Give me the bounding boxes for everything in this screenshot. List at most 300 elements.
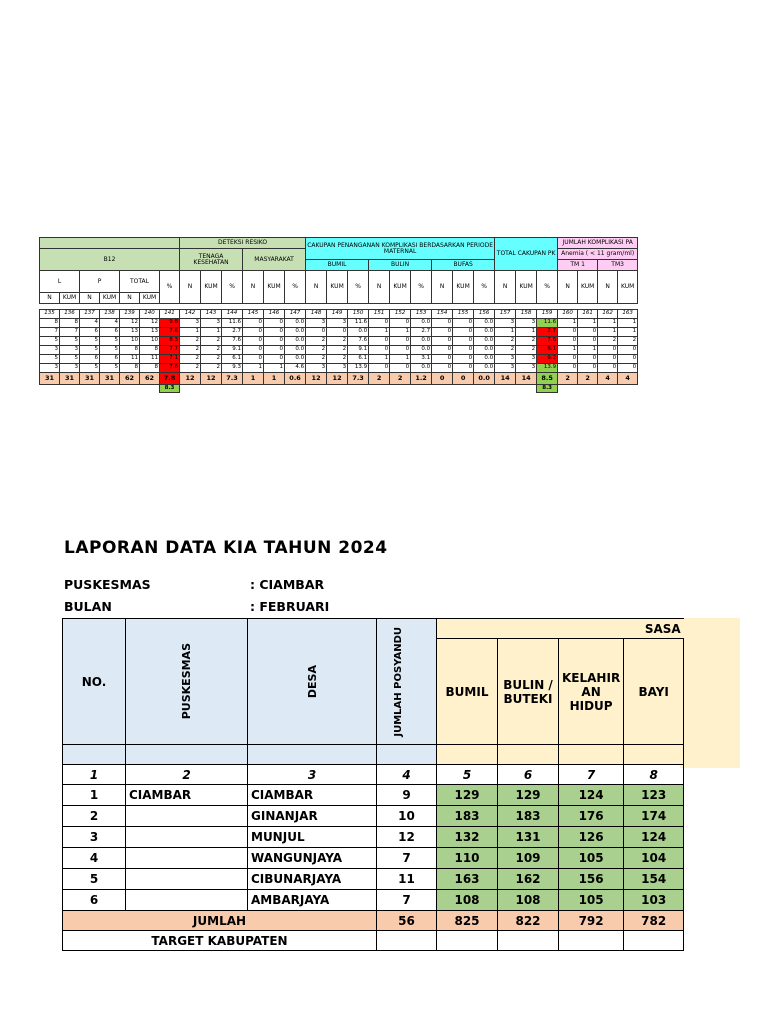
tm1-header: TM 1	[558, 260, 598, 271]
deteksi-header: DETEKSI RESIKO	[180, 238, 306, 249]
sheet-cell: 10	[140, 337, 160, 346]
sheet-cell: 11	[120, 355, 140, 364]
sheet-sum-cell: 7.3	[222, 373, 243, 385]
sheet-cell: 0	[432, 364, 453, 373]
column-index: 6	[498, 765, 559, 785]
column-number: 139	[120, 310, 140, 319]
row-bulin: 183	[498, 806, 559, 827]
column-number: 146	[264, 310, 285, 319]
sheet-cell: 2.7	[537, 328, 558, 337]
l-header: L	[40, 271, 80, 293]
table-row	[63, 848, 684, 869]
jumlah-kelahiran: 792	[559, 911, 624, 931]
header-desa	[248, 619, 377, 745]
table-row	[63, 785, 684, 806]
row-kelahiran: 105	[559, 848, 624, 869]
sheet-cell: 2	[201, 364, 222, 373]
column-number: 159	[537, 310, 558, 319]
sheet-cell: 0	[369, 364, 390, 373]
sheet-cell: 9.1	[222, 346, 243, 355]
summary-sheet-strip	[39, 237, 636, 393]
sheet-cell: 0	[369, 319, 390, 328]
kum-header: KUM	[516, 271, 537, 304]
p-header: P	[80, 271, 120, 293]
sheet-cell: 1	[618, 328, 638, 337]
sheet-cell: 5	[40, 355, 60, 364]
column-index: 2	[126, 765, 248, 785]
sheet-sum-cell: 4	[598, 373, 618, 385]
sheet-cell: 1	[390, 328, 411, 337]
row-puskesmas: CIAMBAR	[126, 785, 248, 806]
row-desa: WANGUNJAYA	[248, 848, 377, 869]
sheet-sum-cell: 31	[100, 373, 120, 385]
sheet-cell: 1	[578, 319, 598, 328]
jumlah-bulin: 822	[498, 911, 559, 931]
column-index: 1	[63, 765, 126, 785]
sheet-cell: 0	[558, 355, 578, 364]
sheet-cell: 0	[243, 328, 264, 337]
sheet-cell: 11.6	[348, 319, 369, 328]
n-header: N	[180, 271, 201, 304]
sheet-cell: 2	[516, 346, 537, 355]
sheet-cell: 6	[80, 328, 100, 337]
sheet-cell: 0.0	[474, 319, 495, 328]
row-posyandu: 11	[377, 869, 437, 890]
row-puskesmas	[126, 827, 248, 848]
sheet-cell: 0.0	[411, 319, 432, 328]
row-no: 1	[63, 785, 126, 806]
row-bulin: 108	[498, 890, 559, 911]
column-index: 4	[377, 765, 437, 785]
column-number: 160	[558, 310, 578, 319]
row-desa: CIBUNARJAYA	[248, 869, 377, 890]
n-header: N	[432, 271, 453, 304]
sheet-cell: 0	[618, 346, 638, 355]
sheet-cell: 3	[495, 319, 516, 328]
sheet-cell: 1	[598, 319, 618, 328]
sheet-cell: 0	[598, 346, 618, 355]
sheet-sum-cell: 14	[516, 373, 537, 385]
row-bayi: 123	[624, 785, 684, 806]
sheet-cell: 13	[120, 328, 140, 337]
sheet-cell: 6.1	[222, 355, 243, 364]
sheet-cell: 9.1	[537, 346, 558, 355]
row-puskesmas	[126, 890, 248, 911]
sheet-cell: 3	[60, 346, 80, 355]
sheet-sum-cell: 12	[180, 373, 201, 385]
sheet-cell: 3	[516, 319, 537, 328]
tm3-header: TM3	[598, 260, 638, 271]
sheet-cell: 3	[495, 355, 516, 364]
n-header: N	[120, 293, 140, 304]
row-bulin: 109	[498, 848, 559, 869]
table-row	[63, 827, 684, 848]
sasaran-header: SASA	[437, 619, 684, 639]
sheet-cell: 2	[495, 346, 516, 355]
sheet-cell: 0	[453, 364, 474, 373]
pct-header: %	[222, 271, 243, 304]
bulin-header: BULIN	[369, 260, 432, 271]
sheet-cell: 2.7	[411, 328, 432, 337]
sheet-cell: 0	[264, 319, 285, 328]
puskesmas-label: PUSKESMAS	[64, 577, 151, 592]
column-number: 143	[201, 310, 222, 319]
sheet-cell: 5	[60, 337, 80, 346]
sheet-sum-cell: 12	[327, 373, 348, 385]
sheet-cell: 0	[578, 355, 598, 364]
column-number: 136	[60, 310, 80, 319]
jumlah-bumil: 825	[437, 911, 498, 931]
sheet-sum-cell: 12	[201, 373, 222, 385]
sheet-cell: 3	[495, 364, 516, 373]
masyarakat-header: MASYARAKAT	[243, 249, 306, 271]
row-desa: AMBARJAYA	[248, 890, 377, 911]
sheet-cell: 12	[120, 319, 140, 328]
sheet-cell: 5	[40, 337, 60, 346]
sheet-cell: 3	[180, 319, 201, 328]
bulan-label: BULAN	[64, 599, 112, 614]
total-cakupan-header: TOTAL CAKUPAN PK	[495, 238, 558, 271]
row-no: 2	[63, 806, 126, 827]
row-no: 5	[63, 869, 126, 890]
sheet-cell: 0	[453, 319, 474, 328]
sheet-cell: 6	[100, 328, 120, 337]
sheet-cell: 0	[264, 355, 285, 364]
sheet-cell: 3	[201, 319, 222, 328]
row-bayi: 104	[624, 848, 684, 869]
kum-header: KUM	[100, 293, 120, 304]
sheet-cell: 7	[40, 328, 60, 337]
sheet-cell: 0	[390, 337, 411, 346]
sheet-cell: 0.0	[474, 328, 495, 337]
column-index: 5	[437, 765, 498, 785]
n-header: N	[369, 271, 390, 304]
row-bumil: 108	[437, 890, 498, 911]
bufas-header: BUFAS	[432, 260, 495, 271]
sheet-cell: 8	[140, 364, 160, 373]
sheet-cell: 1	[516, 328, 537, 337]
sheet-cell: 3	[516, 364, 537, 373]
kum-header: KUM	[327, 271, 348, 304]
sheet-cell: 1	[180, 328, 201, 337]
sheet-cell: 5	[100, 346, 120, 355]
sheet-cell: 2	[306, 337, 327, 346]
sheet-cell: 3	[40, 346, 60, 355]
sheet-cell: 2	[201, 355, 222, 364]
sheet-cell: 3.1	[411, 355, 432, 364]
sheet-cell: 0	[390, 319, 411, 328]
row-bayi: 154	[624, 869, 684, 890]
column-number: 135	[40, 310, 60, 319]
sheet-sum-cell: 7.8	[160, 373, 180, 385]
sheet-cell: 4	[80, 319, 100, 328]
column-index: 8	[624, 765, 684, 785]
sheet-cell: 6	[80, 355, 100, 364]
sheet-cell: 2	[327, 346, 348, 355]
sheet-cell: 2	[516, 337, 537, 346]
sheet-cell: 0	[390, 346, 411, 355]
sheet-cell: 1	[390, 355, 411, 364]
sheet-cell: 2	[598, 337, 618, 346]
sheet-cell: 9.8	[160, 319, 180, 328]
sheet-cell: 1	[558, 346, 578, 355]
sheet-cell: 8	[40, 319, 60, 328]
pct-header: %	[348, 271, 369, 304]
sheet-cell: 0.0	[285, 319, 306, 328]
column-number: 137	[80, 310, 100, 319]
row-kelahiran: 105	[559, 890, 624, 911]
sheet-sum-cell: 8.5	[537, 373, 558, 385]
column-number: 156	[474, 310, 495, 319]
jumlah-komplikasi-header: JUMLAH KOMPLIKASI PA	[558, 238, 638, 249]
sheet-cell: 7	[60, 328, 80, 337]
pk-total-extra: 8.3	[537, 385, 558, 393]
sheet-cell: 0	[243, 319, 264, 328]
column-number: 138	[100, 310, 120, 319]
sheet-cell: 0	[432, 337, 453, 346]
table-row	[63, 869, 684, 890]
column-number: 158	[516, 310, 537, 319]
sheet-cell: 0	[453, 337, 474, 346]
sheet-cell: 1	[618, 319, 638, 328]
kum-header: KUM	[578, 271, 598, 304]
sheet-cell: 10	[120, 337, 140, 346]
column-number: 161	[578, 310, 598, 319]
table-row	[63, 890, 684, 911]
column-number: 141	[160, 310, 180, 319]
sheet-cell: 2	[180, 364, 201, 373]
row-puskesmas	[126, 848, 248, 869]
sheet-sum-cell: 2	[369, 373, 390, 385]
sheet-cell: 0.0	[285, 328, 306, 337]
sheet-cell: 11.6	[222, 319, 243, 328]
sheet-cell: 7.6	[537, 337, 558, 346]
column-number: 153	[411, 310, 432, 319]
kum-header: KUM	[201, 271, 222, 304]
sheet-cell: 1	[369, 355, 390, 364]
sheet-cell: 1	[558, 319, 578, 328]
kum-header: KUM	[390, 271, 411, 304]
sheet-cell: 0	[432, 319, 453, 328]
sheet-cell: 3	[306, 364, 327, 373]
target-label: TARGET KABUPATEN	[63, 931, 377, 951]
sheet-cell: 0	[327, 328, 348, 337]
sheet-cell: 7.6	[348, 337, 369, 346]
sheet-sum-cell: 0.6	[285, 373, 306, 385]
pct-header: %	[160, 271, 180, 304]
sheet-cell: 0	[578, 337, 598, 346]
puskesmas-value: : CIAMBAR	[250, 577, 325, 592]
kum-header: KUM	[453, 271, 474, 304]
sheet-cell: 9.1	[348, 346, 369, 355]
row-posyandu: 7	[377, 890, 437, 911]
row-desa: GINANJAR	[248, 806, 377, 827]
row-desa: MUNJUL	[248, 827, 377, 848]
sheet-cell: 6	[100, 355, 120, 364]
sheet-sum-cell: 31	[60, 373, 80, 385]
sheet-cell: 0	[369, 337, 390, 346]
row-bulin: 162	[498, 869, 559, 890]
sheet-cell: 2	[327, 355, 348, 364]
sheet-cell: 12	[140, 319, 160, 328]
pct-header: %	[537, 271, 558, 304]
row-posyandu: 12	[377, 827, 437, 848]
sheet-cell: 8	[120, 364, 140, 373]
sheet-cell: 5	[100, 337, 120, 346]
anemia-header: Anemia ( < 11 gram/ml)	[558, 249, 638, 260]
sheet-cell: 7.1	[160, 355, 180, 364]
sheet-cell: 0.0	[411, 346, 432, 355]
sheet-cell: 2.7	[222, 328, 243, 337]
sheet-cell: 3	[306, 319, 327, 328]
column-number: 162	[598, 310, 618, 319]
sheet-cell: 0.0	[285, 355, 306, 364]
sheet-cell: 13.9	[348, 364, 369, 373]
sheet-cell: 0	[598, 355, 618, 364]
sheet-sum-cell: 7.3	[348, 373, 369, 385]
n-header: N	[243, 271, 264, 304]
n-header: N	[306, 271, 327, 304]
sheet-cell: 1	[201, 328, 222, 337]
kum-header: KUM	[264, 271, 285, 304]
sheet-cell: 0.0	[474, 355, 495, 364]
row-bulin: 129	[498, 785, 559, 806]
row-posyandu: 9	[377, 785, 437, 806]
sheet-sum-cell: 2	[558, 373, 578, 385]
sheet-cell: 2	[618, 337, 638, 346]
sheet-cell: 13	[140, 328, 160, 337]
sheet-cell: 1	[369, 328, 390, 337]
bumil-header: BUMIL	[306, 260, 369, 271]
row-bumil: 183	[437, 806, 498, 827]
sheet-cell: 0.0	[411, 337, 432, 346]
sheet-cell: 8	[120, 346, 140, 355]
sheet-cell: 1	[598, 328, 618, 337]
row-bumil: 132	[437, 827, 498, 848]
sheet-sum-cell: 1	[264, 373, 285, 385]
kum-header: KUM	[618, 271, 638, 304]
row-bumil: 110	[437, 848, 498, 869]
sheet-cell: 0.0	[411, 364, 432, 373]
sheet-cell: 0	[558, 364, 578, 373]
sheet-cell: 8.3	[160, 337, 180, 346]
row-kelahiran: 124	[559, 785, 624, 806]
sheet-sum-cell: 1.2	[411, 373, 432, 385]
header-kelahiran: KELAHIR AN HIDUP	[559, 639, 624, 745]
column-number: 152	[390, 310, 411, 319]
sheet-cell: 0	[243, 355, 264, 364]
sheet-cell: 2	[180, 337, 201, 346]
row-kelahiran: 156	[559, 869, 624, 890]
row-bayi: 174	[624, 806, 684, 827]
header-bumil: BUMIL	[437, 639, 498, 745]
sheet-sum-cell: 0	[453, 373, 474, 385]
column-number: 154	[432, 310, 453, 319]
header-no: NO.	[63, 619, 126, 745]
sheet-cell: 0	[578, 328, 598, 337]
row-bayi: 124	[624, 827, 684, 848]
sheet-cell: 7.7	[160, 346, 180, 355]
row-puskesmas	[126, 806, 248, 827]
sheet-cell: 4.6	[285, 364, 306, 373]
pct-header: %	[285, 271, 306, 304]
sheet-cell: 0	[264, 346, 285, 355]
sheet-cell: 5	[80, 337, 100, 346]
sheet-cell: 3	[40, 364, 60, 373]
sheet-cell: 0	[598, 364, 618, 373]
jumlah-posyandu: 56	[377, 911, 437, 931]
column-number: 144	[222, 310, 243, 319]
sheet-cell: 7.6	[160, 364, 180, 373]
sheet-cell: 11	[140, 355, 160, 364]
sheet-cell: 0.0	[474, 346, 495, 355]
row-no: 3	[63, 827, 126, 848]
sheet-cell: 3	[327, 364, 348, 373]
column-number: 142	[180, 310, 201, 319]
report-title: LAPORAN DATA KIA TAHUN 2024	[64, 538, 388, 558]
sheet-cell: 0	[264, 337, 285, 346]
sheet-cell: 0	[453, 328, 474, 337]
pct-total-extra: 8.3	[160, 385, 180, 393]
sheet-cell: 1	[578, 346, 598, 355]
sheet-sum-cell: 2	[578, 373, 598, 385]
sheet-sum-cell: 12	[306, 373, 327, 385]
pct-header: %	[474, 271, 495, 304]
sheet-cell: 5	[80, 364, 100, 373]
row-desa: CIAMBAR	[248, 785, 377, 806]
pct-header: %	[411, 271, 432, 304]
sheet-sum-cell: 31	[80, 373, 100, 385]
header-bulin: BULIN / BUTEKI	[498, 639, 559, 745]
header-bayi: BAYI	[624, 639, 684, 745]
bulan-value: : FEBRUARI	[250, 599, 330, 614]
sheet-cell: 2	[306, 346, 327, 355]
sheet-cell: 3	[60, 364, 80, 373]
n-header: N	[40, 293, 60, 304]
row-no: 4	[63, 848, 126, 869]
sheet-cell: 0	[369, 346, 390, 355]
column-index: 7	[559, 765, 624, 785]
sheet-cell: 13.9	[537, 364, 558, 373]
header-puskesmas	[126, 619, 248, 745]
sheet-sum-cell: 1	[243, 373, 264, 385]
header-blank	[40, 238, 180, 249]
sheet-cell: 0	[306, 328, 327, 337]
n-header: N	[558, 271, 578, 304]
n-header: N	[495, 271, 516, 304]
sheet-cell: 5	[100, 364, 120, 373]
sheet-cell: 0	[243, 337, 264, 346]
sheet-cell: 11.6	[537, 319, 558, 328]
sheet-cell: 0	[453, 346, 474, 355]
sheet-cell: 0	[432, 355, 453, 364]
sheet-cell: 0	[618, 364, 638, 373]
sheet-cell: 0	[558, 328, 578, 337]
sheet-cell: 9.3	[222, 364, 243, 373]
n-header: N	[80, 293, 100, 304]
sheet-cell: 4	[100, 319, 120, 328]
row-posyandu: 10	[377, 806, 437, 827]
sheet-cell: 3	[516, 355, 537, 364]
sheet-sum-cell: 62	[120, 373, 140, 385]
sheet-cell: 2	[180, 355, 201, 364]
header-posyandu-label: JUMLAH POSYANDU	[392, 626, 404, 737]
sheet-cell: 0.0	[285, 346, 306, 355]
sheet-cell: 0	[432, 328, 453, 337]
sheet-cell: 0	[432, 346, 453, 355]
jumlah-label: JUMLAH	[63, 911, 377, 931]
sheet-sum-cell: 14	[495, 373, 516, 385]
